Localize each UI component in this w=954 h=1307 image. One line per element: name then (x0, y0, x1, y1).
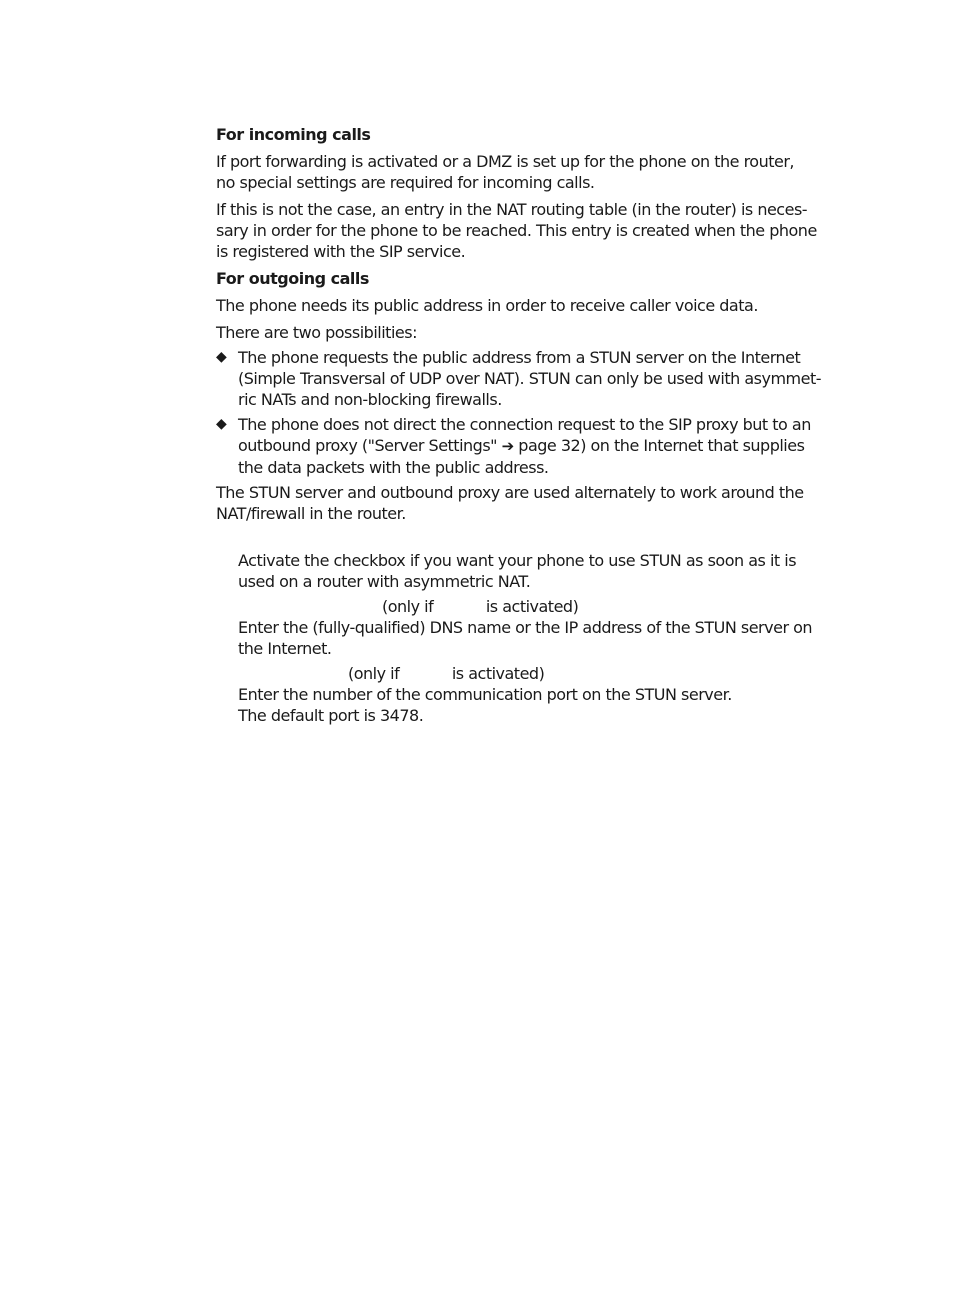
text-line: Enter the number of the communication port on the STUN server. (238, 685, 732, 704)
page-reference: page 32) on the Internet that supplies (518, 436, 805, 455)
text-line: The default port is 3478. (238, 706, 424, 725)
diamond-bullet-icon: ◆ (216, 349, 227, 365)
text-line: (Simple Transversal of UDP over NAT). STUN can only be used with asymmet- (238, 369, 822, 388)
page-content (216, 124, 832, 726)
text-line: Activate the checkbox if you want your phone to use STUN as soon as it is (238, 551, 797, 570)
stun-enable-description (216, 550, 832, 592)
text-line: The phone requests the public address from a STUN server on the Internet (238, 348, 801, 367)
text-line: sary in order for the phone to be reached. This entry is created when the phone (216, 221, 817, 240)
text-line: NAT/firewall in the router. (216, 504, 406, 523)
condition-text: is activated) (451, 664, 545, 683)
bullet-item-outbound-proxy (216, 414, 832, 478)
outgoing-paragraph-3 (216, 482, 832, 524)
text-line: is registered with the SIP service. (216, 242, 466, 261)
text-line: used on a router with asymmetric NAT. (238, 572, 531, 591)
bullet-item-stun (216, 347, 832, 410)
condition-text: (only if (382, 597, 434, 616)
text-line: no special settings are required for incoming calls. (216, 173, 595, 192)
outgoing-paragraph-2: There are two possibilities: (216, 323, 417, 342)
text-line: The STUN server and outbound proxy are used alternately to work around the (216, 483, 804, 502)
text-line: ric NATs and non-blocking firewalls. (238, 390, 502, 409)
text-line: The phone does not direct the connection request to the SIP proxy but to an (238, 415, 811, 434)
text-line: If this is not the case, an entry in the NAT routing table (in the router) is neces- (216, 200, 808, 219)
outgoing-calls-heading: For outgoing calls (216, 269, 369, 288)
text-span: outbound proxy ("Server Settings" (238, 436, 498, 455)
outgoing-paragraph-1: The phone needs its public address in order to receive caller voice data. (216, 296, 758, 315)
arrow-right-icon: ➔ (501, 437, 514, 455)
condition-text: (only if (348, 664, 400, 683)
text-line (238, 435, 832, 457)
text-line: If port forwarding is activated or a DMZ is set up for the phone on the router, (216, 152, 794, 171)
incoming-paragraph-1 (216, 151, 832, 193)
stun-server-description (216, 617, 832, 659)
stun-port-condition (216, 663, 832, 684)
diamond-bullet-icon: ◆ (216, 416, 227, 432)
stun-port-description (216, 684, 832, 726)
incoming-paragraph-2 (216, 199, 832, 262)
condition-text: is activated) (485, 597, 579, 616)
incoming-calls-heading: For incoming calls (216, 125, 371, 144)
stun-server-condition (216, 596, 832, 617)
text-line: the Internet. (238, 639, 332, 658)
text-line: Enter the (fully-qualified) DNS name or the IP address of the STUN server on (238, 618, 813, 637)
text-line: the data packets with the public address. (238, 458, 549, 477)
